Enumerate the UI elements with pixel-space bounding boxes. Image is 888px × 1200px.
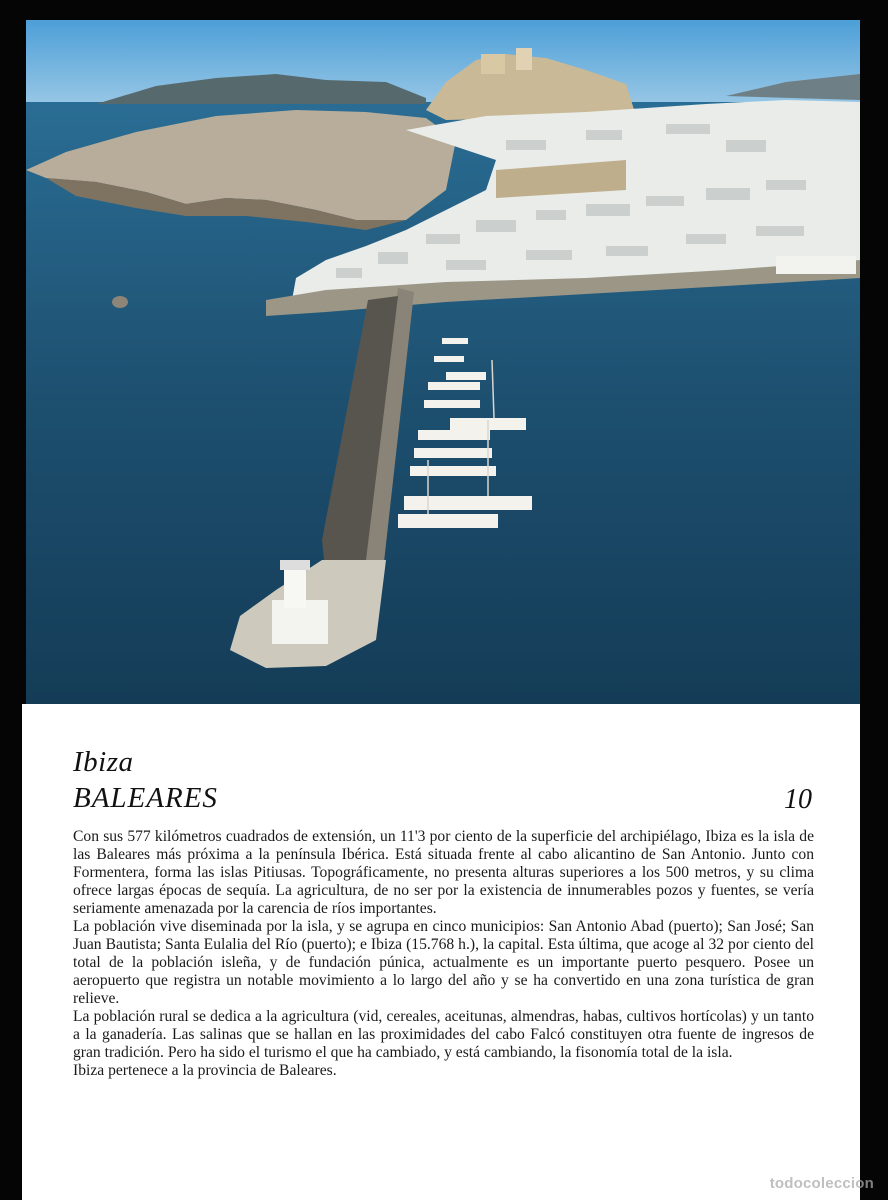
page-number: 10: [784, 784, 812, 815]
aerial-photo-ibiza-harbour: [26, 20, 860, 704]
watermark: todocoleccion: [769, 1175, 874, 1192]
body-text: [73, 828, 814, 1080]
text-card: [22, 704, 860, 1200]
page-subtitle: BALEARES: [73, 782, 218, 814]
page-title: Ibiza: [73, 746, 134, 778]
paragraph: La población vive diseminada por la isla, y se agrupa en cinco municipios: San Antonio Abad (puerto); San José; San Juan Bautista; Santa Eulalia del Río (puerto); e Ibiza (15.768 h.), la capital. Esta última, que acoge al 32 por ciento del total de la población isleña, y de fundación púnica, actualmente es un importante puerto pesquero. Posee un aeropuerto que registra un notable movimiento a lo largo del año y se ha convertido en una zona turística de gran relieve.: [73, 918, 814, 1007]
paragraph: Con sus 577 kilómetros cuadrados de extensión, un 11'3 por ciento de la superficie del archipiélago, Ibiza es la isla de las Baleares más próxima a la península Ibérica. Está situada frente al cabo alicantino de San Antonio. Junto con Formentera, forma las islas Pitiusas. Topográficamente, no presenta alturas superiores a los 500 metros, y su clima ofrece largas épocas de sequía. La agricultura, de no ser por la existencia de innumerables pozos y fuentes, se vería seriamente amenazada por la carencia de ríos importantes.: [73, 828, 814, 917]
paragraph: Ibiza pertenece a la provincia de Baleares.: [73, 1062, 337, 1079]
paragraph: La población rural se dedica a la agricultura (vid, cereales, aceitunas, almendras, habas, cultivos hortícolas) y un tanto a la ganadería. Las salinas que se hallan en las proximidades del cabo Falcó constituyen otra fuente de ingresos de gran tradición. Pero ha sido el turismo el que ha cambiado, y está cambiando, la fisonomía total de la isla.: [73, 1008, 814, 1061]
